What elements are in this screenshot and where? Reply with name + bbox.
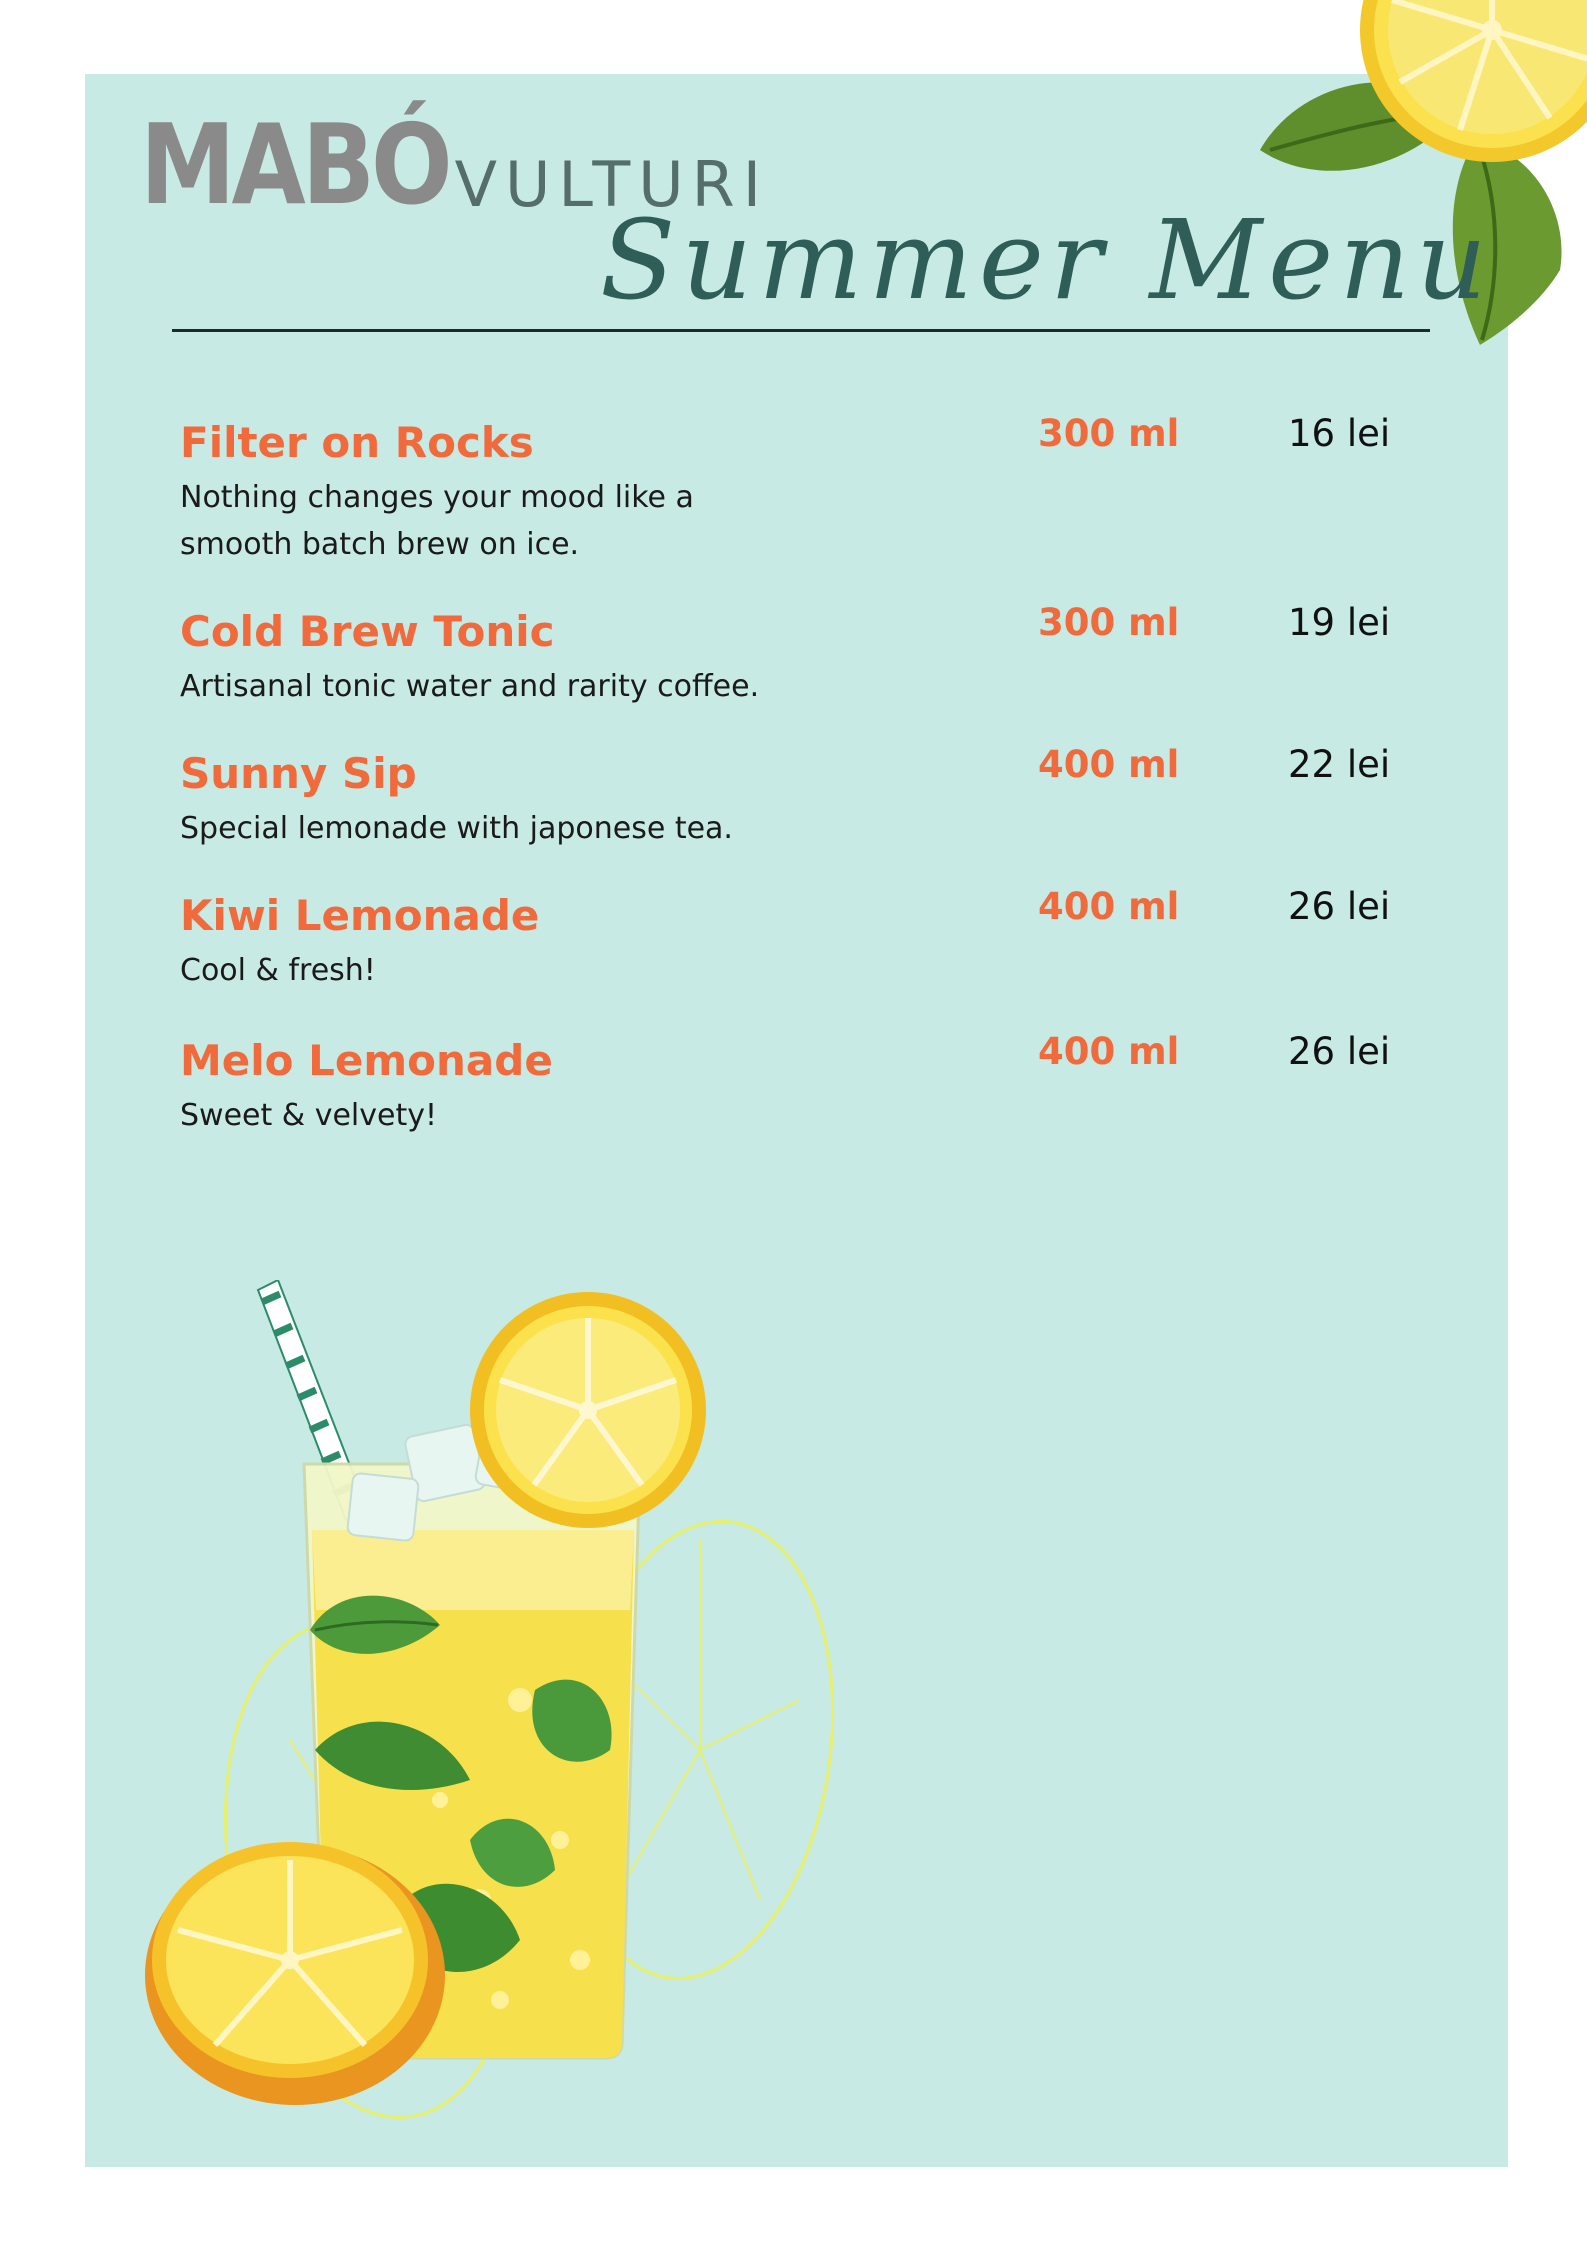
item-price: 22 lei <box>1288 743 1391 786</box>
item-volume: 400 ml <box>1038 743 1180 786</box>
menu-item <box>180 885 1480 1041</box>
item-description: Sweet & velvety! <box>180 1098 438 1133</box>
item-price: 16 lei <box>1288 412 1391 455</box>
item-description: Special lemonade with japonese tea. <box>180 811 733 846</box>
menu-item <box>180 412 1480 568</box>
menu-item <box>180 743 1480 899</box>
item-name: Sunny Sip <box>180 749 417 798</box>
item-name: Melo Lemonade <box>180 1036 553 1085</box>
item-description: Cool & fresh! <box>180 953 376 988</box>
lemon-wheel-icon <box>470 1292 706 1528</box>
item-name: Filter on Rocks <box>180 418 534 467</box>
title-divider <box>172 329 1430 332</box>
item-name: Kiwi Lemonade <box>180 891 540 940</box>
item-price: 26 lei <box>1288 1030 1391 1073</box>
lemonade-illustration <box>140 1280 920 2130</box>
menu-item <box>180 1030 1480 1186</box>
item-description: Artisanal tonic water and rarity coffee. <box>180 669 760 704</box>
item-price: 26 lei <box>1288 885 1391 928</box>
item-name: Cold Brew Tonic <box>180 607 555 656</box>
menu-item <box>180 601 1480 757</box>
item-volume: 400 ml <box>1038 885 1180 928</box>
brand-mark: MABÓ <box>140 100 449 230</box>
item-volume: 300 ml <box>1038 601 1180 644</box>
item-description: Nothing changes your mood like a smooth batch brew on ice. <box>180 480 694 562</box>
item-price: 19 lei <box>1288 601 1391 644</box>
item-volume: 300 ml <box>1038 412 1180 455</box>
menu-title: Summer Menu <box>600 196 1493 324</box>
item-volume: 400 ml <box>1038 1030 1180 1073</box>
brand-location: VULTURI <box>454 148 770 221</box>
